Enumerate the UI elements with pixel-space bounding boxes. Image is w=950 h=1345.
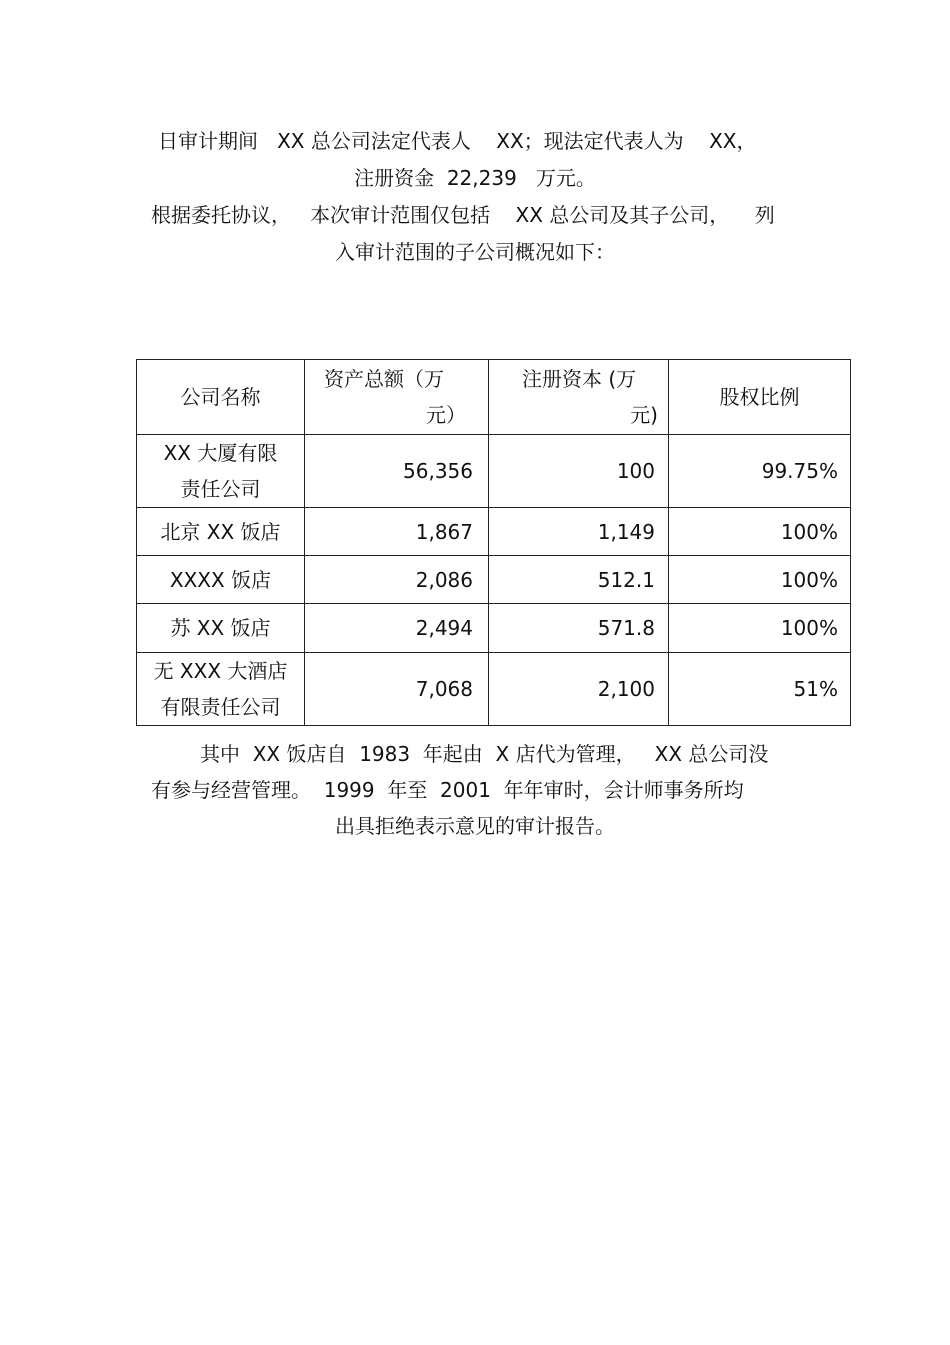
total-assets-cell: 2,086: [305, 556, 489, 604]
company-name-line1: XX 大厦有限: [163, 441, 278, 465]
registered-capital-cell: 100: [489, 435, 669, 508]
table-row: [137, 556, 851, 604]
header-total-assets-line1: 资产总额（万: [324, 366, 444, 391]
intro-line-3: 根据委托协议， 本次审计范围仅包括 XX 总公司及其子公司， 列: [151, 203, 775, 227]
equity-ratio-cell: 100%: [669, 604, 851, 653]
header-total-assets-line2: 元）: [426, 402, 466, 427]
equity-ratio-cell: 51%: [669, 653, 851, 726]
closing-line-1: 其中 XX 饭店自 1983 年起由 X 店代为管理， XX 总公司没: [200, 742, 769, 766]
header-registered-capital: [489, 360, 669, 435]
registered-capital-cell: 571.8: [489, 604, 669, 653]
total-assets-cell: 56,356: [305, 435, 489, 508]
closing-line-2: 有参与经营管理。 1999 年至 2001 年年审时，会计师事务所均: [151, 778, 744, 802]
table-header-row: [137, 360, 851, 435]
company-name-cell: [137, 653, 305, 726]
equity-ratio-cell: 100%: [669, 556, 851, 604]
registered-capital-cell: 512.1: [489, 556, 669, 604]
header-total-assets: [305, 360, 489, 435]
intro-line-1: 日审计期间 XX 总公司法定代表人 XX；现法定代表人为 XX，: [158, 129, 757, 153]
intro-line-4: 入审计范围的子公司概况如下：: [335, 240, 615, 264]
table-row: [137, 604, 851, 653]
table-row: [137, 653, 851, 726]
company-name-cell: [137, 435, 305, 508]
company-name-cell: XXXX 饭店: [137, 556, 305, 604]
total-assets-cell: 2,494: [305, 604, 489, 653]
equity-ratio-cell: 99.75%: [669, 435, 851, 508]
total-assets-cell: 7,068: [305, 653, 489, 726]
company-name-cell: 苏 XX 饭店: [137, 604, 305, 653]
closing-line-3: 出具拒绝表示意见的审计报告。: [335, 814, 615, 838]
table-row: [137, 508, 851, 556]
header-company-name: 公司名称: [137, 360, 305, 435]
company-name-line1: 无 XXX 大酒店: [153, 659, 288, 683]
subsidiary-table: [136, 359, 851, 726]
company-name-line2: 有限责任公司: [160, 695, 281, 719]
company-name-line2: 责任公司: [180, 477, 261, 501]
header-equity-ratio: 股权比例: [669, 360, 851, 435]
total-assets-cell: 1,867: [305, 508, 489, 556]
intro-line-2: 注册资金 22,239 万元。: [354, 166, 596, 190]
equity-ratio-cell: 100%: [669, 508, 851, 556]
registered-capital-cell: 2,100: [489, 653, 669, 726]
company-name-cell: 北京 XX 饭店: [137, 508, 305, 556]
header-registered-capital-line2: 元): [630, 402, 658, 427]
table-row: [137, 435, 851, 508]
header-registered-capital-line1: 注册资本 (万: [522, 366, 637, 391]
registered-capital-cell: 1,149: [489, 508, 669, 556]
